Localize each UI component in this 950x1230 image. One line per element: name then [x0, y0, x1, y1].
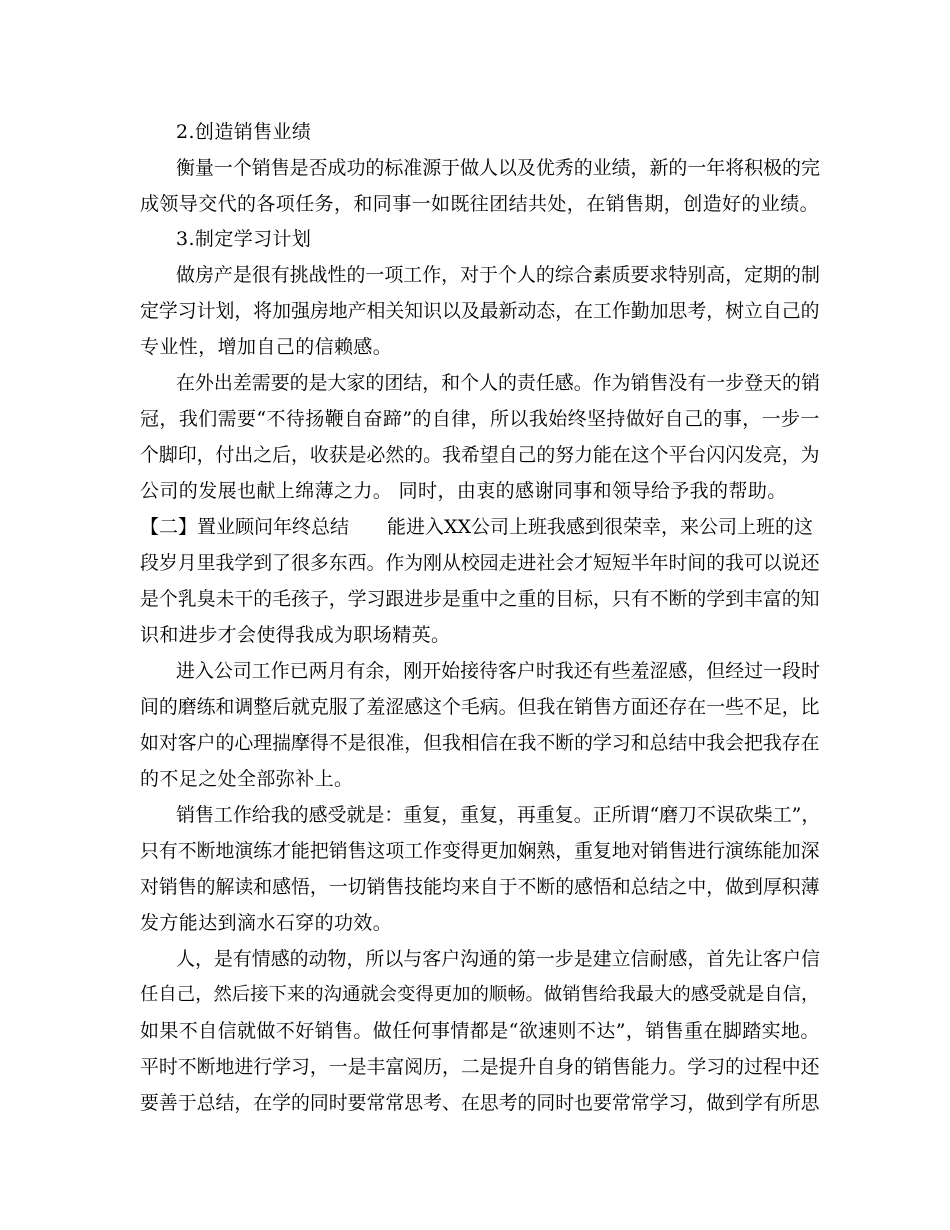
paragraph-line: 个脚印，付出之后，收获是必然的。我希望自己的努力能在这个平台闪闪发亮，为 — [140, 444, 820, 466]
paragraph-line: 衡量一个销售是否成功的标准源于做人以及优秀的业绩，新的一年将积极的完 — [176, 157, 820, 179]
paragraph-line: 人，是有情感的动物，所以与客户沟通的第一步是建立信耐感，首先让客户信 — [176, 948, 820, 970]
paragraph-line: 销售工作给我的感受就是：重复，重复，再重复。正所谓“磨刀不误砍柴工”， — [176, 804, 821, 826]
paragraph-line: 冠，我们需要“不待扬鞭自奋蹄”的自律，所以我始终坚持做好自己的事，一步一 — [140, 408, 820, 430]
paragraph-line: 任自己，然后接下来的沟通就会变得更加的顺畅。做销售给我最大的感受就是自信， — [140, 984, 820, 1005]
section-heading-study-plan: 3.制定学习计划 — [176, 228, 312, 250]
paragraph-line: 的不足之处全部弥补上。 — [140, 768, 354, 790]
paragraph-line: 发方能达到滴水石穿的功效。 — [140, 912, 393, 934]
paragraph-line: 段岁月里我学到了很多东西。作为刚从校园走进社会才短短半年时间的我可以说还 — [140, 552, 820, 574]
paragraph-line: 要善于总结，在学的同时要常常思考、在思考的同时也要常常学习，做到学有所思 — [140, 1092, 820, 1114]
paragraph-line: 平时不断地进行学习，一是丰富阅历，二是提升自身的销售能力。学习的过程中还 — [140, 1056, 820, 1078]
paragraph-line: 定学习计划，将加强房地产相关知识以及最新动态，在工作勤加思考，树立自己的 — [140, 300, 820, 322]
paragraph-line: 只有不断地演练才能把销售这项工作变得更加娴熟，重复地对销售进行演练能加深 — [140, 840, 820, 862]
paragraph-line: 如对客户的心理揣摩得不是很准，但我相信在我不断的学习和总结中我会把我存在 — [140, 732, 820, 754]
paragraph-line: 做房产是很有挑战性的一项工作，对于个人的综合素质要求特别高，定期的制 — [176, 264, 820, 286]
paragraph-line: 如果不自信就做不好销售。做任何事情都是“欲速则不达”，销售重在脚踏实地。 — [140, 1020, 820, 1042]
section-heading-year-end-summary: 【二】置业顾问年终总结 能进入XX公司上班我感到很荣幸，来公司上班的这 — [140, 516, 814, 538]
paragraph-line: 对销售的解读和感悟，一切销售技能均来自于不断的感悟和总结之中，做到厚积薄 — [140, 876, 820, 898]
paragraph-line: 成领导交代的各项任务，和同事一如既往团结共处，在销售期，创造好的业绩。 — [140, 193, 820, 215]
paragraph-line: 在外出差需要的是大家的团结，和个人的责任感。作为销售没有一步登天的销 — [176, 372, 820, 394]
paragraph-line: 专业性，增加自己的信赖感。 — [140, 336, 393, 358]
paragraph-line: 公司的发展也献上绵薄之力。 同时，由衷的感谢同事和领导给予我的帮助。 — [140, 480, 787, 502]
paragraph-line: 间的磨练和调整后就克服了羞涩感这个毛病。但我在销售方面还存在一些不足，比 — [140, 696, 820, 718]
paragraph-line: 识和进步才会使得我成为职场精英。 — [140, 624, 451, 646]
paragraph-line: 是个乳臭未干的毛孩子，学习跟进步是重中之重的目标，只有不断的学到丰富的知 — [140, 588, 820, 610]
paragraph-line: 进入公司工作已两月有余，刚开始接待客户时我还有些羞涩感，但经过一段时 — [176, 660, 820, 682]
section-heading-sales-performance: 2.创造销售业绩 — [176, 121, 312, 143]
